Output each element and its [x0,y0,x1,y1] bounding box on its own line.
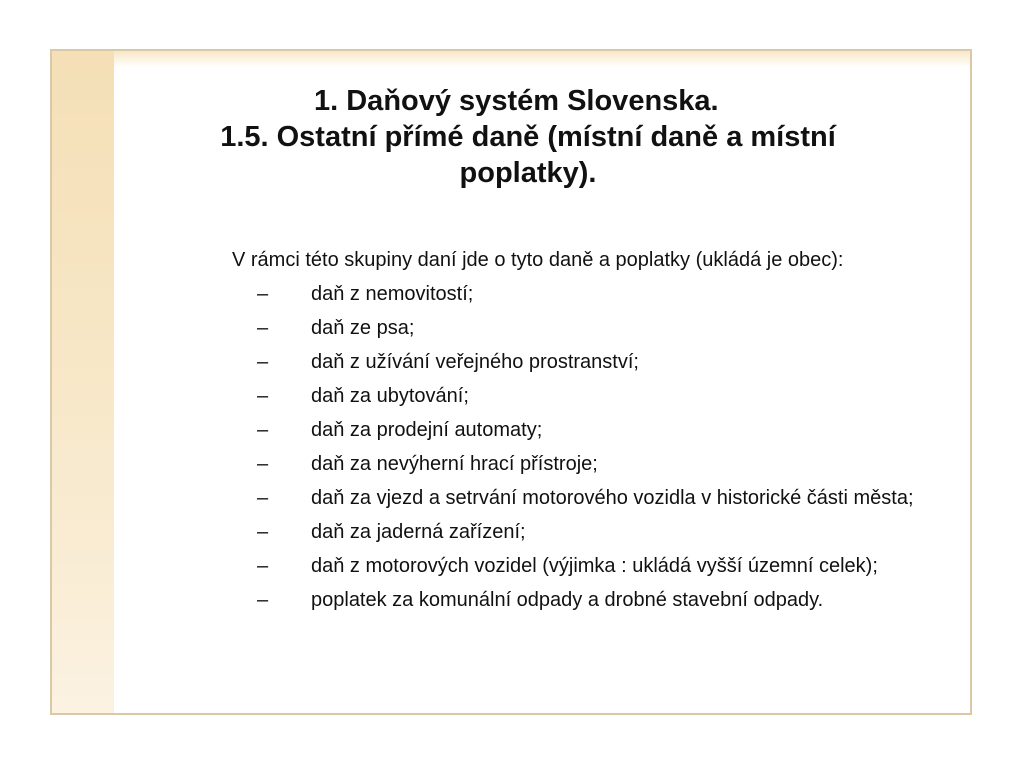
list-item [232,281,931,308]
list-item [232,383,931,410]
dash-bullet: – [257,419,269,441]
dash-bullet: – [257,589,269,611]
dash-bullet: – [257,487,269,509]
dash-bullet: – [257,555,269,577]
list-item-text: daň za vjezd a setrvání motorového vozidla v historické části města; [311,487,914,509]
list-item [232,587,931,614]
list-item [232,349,931,376]
list-item [232,553,931,580]
dash-bullet: – [257,351,269,373]
list-item-text: daň ze psa; [311,317,415,339]
title-line-2: 1.5. Ostatní přímé daně (místní daně a místní poplatky). [220,121,836,189]
title-line-1: 1. Daňový systém Slovenska. [314,85,719,117]
dash-bullet: – [257,283,269,305]
list-item-text: poplatek za komunální odpady a drobné stavební odpady. [311,589,824,611]
dash-bullet: – [257,453,269,475]
list-item [232,485,931,512]
list-item-text: daň z nemovitostí; [311,283,474,305]
list-item [232,315,931,342]
tax-list [232,281,952,614]
list-item-text: daň z užívání veřejného prostranství; [311,351,639,373]
list-item-text: daň z motorových vozidel (výjimka : ukládá vyšší územní celek); [311,555,878,577]
top-decorative-band [52,51,970,67]
list-item [232,519,931,546]
dash-bullet: – [257,317,269,339]
list-item-text: daň za prodejní automaty; [311,419,543,441]
dash-bullet: – [257,385,269,407]
dash-bullet: – [257,521,269,543]
list-item-text: daň za nevýherní hrací přístroje; [311,453,598,475]
slide-frame [50,49,972,715]
list-item-text: daň za ubytování; [311,385,469,407]
slide-body [232,247,952,621]
list-item-text: daň za jaderná zařízení; [311,521,526,543]
list-item [232,417,931,444]
intro-text: V rámci této skupiny daní jde o tyto daně a poplatky (ukládá je obec): [232,249,844,271]
slide-title [52,83,972,191]
list-item [232,451,931,478]
